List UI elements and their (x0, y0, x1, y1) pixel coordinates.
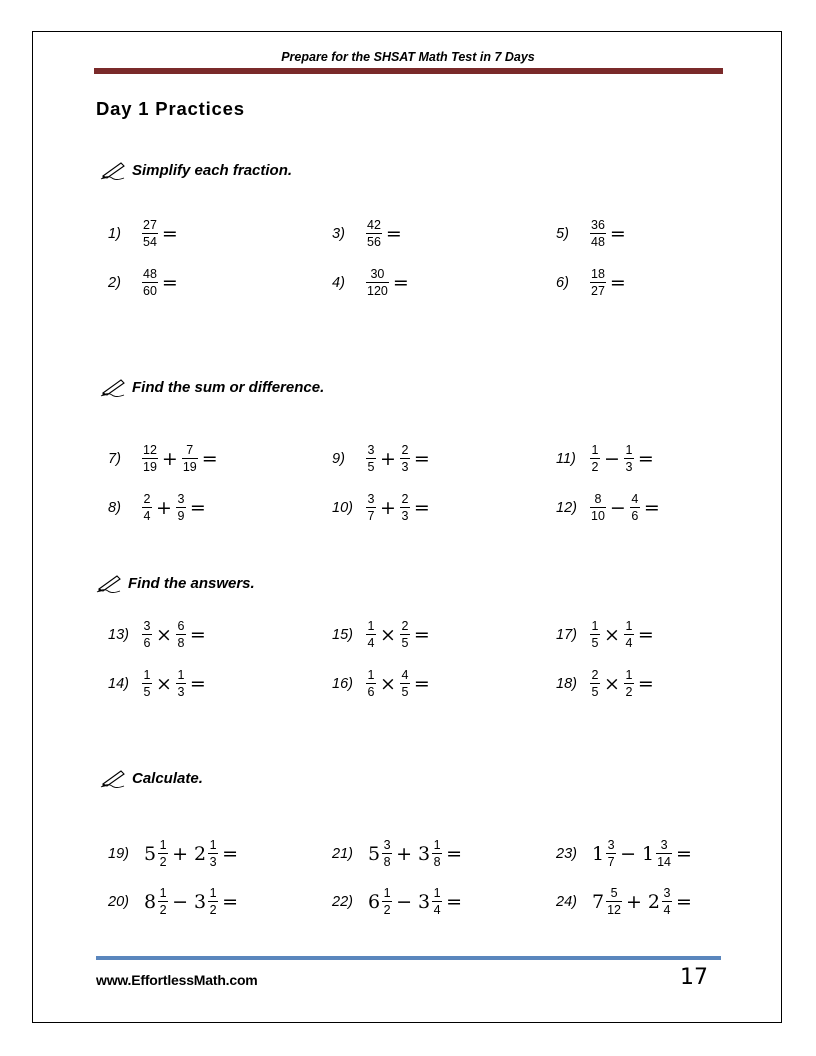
numerator: 1 (433, 838, 441, 852)
numerator: 8 (594, 492, 602, 506)
numerator: 3 (177, 492, 185, 506)
equals-sign: = (413, 447, 430, 470)
fraction-bar (630, 507, 640, 508)
section-title: Simplify each fraction. (132, 161, 293, 179)
numerator: 1 (625, 443, 633, 457)
numerator: 2 (401, 492, 409, 506)
problem (108, 492, 208, 523)
fraction (590, 443, 600, 474)
denominator: 8 (383, 855, 391, 870)
denominator: 8 (177, 636, 185, 651)
fraction (400, 443, 410, 474)
section-header (96, 573, 255, 593)
whole-number: 7 (592, 890, 605, 913)
problem (556, 218, 628, 249)
problem (108, 838, 240, 869)
denominator: 3 (625, 460, 633, 475)
fraction-bar (624, 458, 634, 459)
numerator: 1 (159, 886, 167, 900)
fraction-bar (400, 507, 410, 508)
pencil-icon (100, 768, 126, 788)
fraction-bar (624, 634, 634, 635)
problem-number: 16) (332, 675, 353, 692)
whole-number: 3 (418, 842, 431, 865)
denominator: 12 (607, 903, 621, 918)
fraction (158, 838, 168, 869)
denominator: 6 (143, 636, 151, 651)
problem-number: 4) (332, 274, 345, 291)
problem (556, 668, 656, 699)
problem-number: 3) (332, 225, 345, 242)
denominator: 2 (625, 685, 633, 700)
fraction-bar (142, 683, 152, 684)
numerator: 3 (143, 619, 151, 633)
numerator: 1 (159, 838, 167, 852)
whole-number: 3 (418, 890, 431, 913)
equals-sign: = (413, 496, 430, 519)
fraction (400, 619, 410, 650)
numerator: 1 (591, 619, 599, 633)
equals-sign: = (392, 271, 409, 294)
fraction (176, 492, 186, 523)
numerator: 2 (401, 443, 409, 457)
problem (108, 218, 180, 249)
operator: − (620, 842, 637, 865)
numerator: 3 (383, 838, 391, 852)
problem (108, 267, 180, 298)
denominator: 4 (433, 903, 441, 918)
operator: × (156, 672, 172, 695)
problem-number: 17) (556, 626, 577, 643)
denominator: 6 (367, 685, 375, 700)
fraction (142, 492, 152, 523)
problem (108, 886, 240, 917)
fraction-bar (176, 634, 186, 635)
problem (556, 886, 694, 917)
page-number: 17 (680, 965, 708, 990)
fraction-bar (590, 507, 606, 508)
problem-number: 1) (108, 225, 121, 242)
fraction (382, 838, 392, 869)
equals-sign: = (609, 222, 626, 245)
numerator: 6 (177, 619, 185, 633)
denominator: 19 (182, 460, 197, 475)
denominator: 5 (401, 685, 409, 700)
problem-number: 23) (556, 845, 577, 862)
numerator: 1 (209, 838, 217, 852)
numerator: 1 (625, 619, 633, 633)
denominator: 2 (159, 855, 167, 870)
denominator: 2 (159, 903, 167, 918)
section-title: Find the sum or difference. (132, 378, 325, 396)
denominator: 7 (367, 509, 375, 524)
problem (556, 838, 694, 869)
denominator: 54 (143, 235, 157, 250)
whole-number: 6 (368, 890, 381, 913)
operator: − (172, 890, 189, 913)
fraction (590, 492, 606, 523)
fraction-bar (158, 901, 168, 902)
fraction (662, 886, 672, 917)
numerator: 3 (367, 492, 375, 506)
header-title: Prepare for the SHSAT Math Test in 7 Days (281, 50, 535, 64)
operator: − (396, 890, 413, 913)
fraction (142, 443, 158, 474)
problem-number: 2) (108, 274, 121, 291)
denominator: 3 (401, 460, 409, 475)
whole-number: 5 (144, 842, 157, 865)
numerator: 3 (367, 443, 375, 457)
problem-number: 15) (332, 626, 353, 643)
fraction (400, 668, 410, 699)
operator: × (604, 672, 620, 695)
problem-number: 19) (108, 845, 129, 862)
fraction (142, 267, 158, 298)
problem-number: 20) (108, 893, 129, 910)
fraction (182, 443, 198, 474)
fraction-bar (432, 853, 442, 854)
problem (556, 492, 662, 523)
equals-sign: = (413, 672, 430, 695)
fraction (366, 443, 376, 474)
equals-sign: = (637, 623, 654, 646)
fraction (366, 619, 376, 650)
numerator: 4 (631, 492, 639, 506)
fraction (590, 218, 606, 249)
footer-bar (96, 956, 721, 960)
equals-sign: = (609, 271, 626, 294)
problem-number: 9) (332, 450, 345, 467)
fraction (590, 267, 606, 298)
equals-sign: = (222, 842, 239, 865)
denominator: 27 (591, 284, 605, 299)
equals-sign: = (446, 842, 463, 865)
fraction (142, 619, 152, 650)
equals-sign: = (222, 890, 239, 913)
fraction-bar (382, 853, 392, 854)
problem (332, 218, 404, 249)
section-title: Calculate. (132, 769, 203, 787)
numerator: 1 (367, 668, 375, 682)
problem (108, 443, 220, 474)
fraction (624, 668, 634, 699)
fraction (142, 668, 152, 699)
denominator: 5 (367, 460, 375, 475)
operator: − (604, 447, 620, 470)
section-header (100, 377, 324, 397)
whole-number: 3 (194, 890, 207, 913)
numerator: 1 (177, 668, 185, 682)
fraction-bar (366, 634, 376, 635)
fraction-bar (382, 901, 392, 902)
problem-number: 8) (108, 499, 121, 516)
problem (332, 267, 411, 298)
problem-number: 5) (556, 225, 569, 242)
denominator: 5 (401, 636, 409, 651)
denominator: 60 (143, 284, 157, 299)
numerator: 4 (401, 668, 409, 682)
fraction-bar (142, 233, 158, 234)
denominator: 5 (143, 685, 151, 700)
numerator: 18 (591, 267, 605, 281)
fraction-bar (182, 458, 198, 459)
whole-number: 8 (144, 890, 157, 913)
fraction (208, 838, 218, 869)
operator: + (172, 842, 189, 865)
operator: × (380, 672, 396, 695)
fraction-bar (432, 901, 442, 902)
fraction (366, 492, 376, 523)
problem (332, 886, 464, 917)
numerator: 3 (607, 838, 615, 852)
denominator: 3 (177, 685, 185, 700)
equals-sign: = (643, 496, 660, 519)
numerator: 1 (433, 886, 441, 900)
fraction-bar (590, 634, 600, 635)
equals-sign: = (446, 890, 463, 913)
numerator: 2 (401, 619, 409, 633)
fraction (366, 267, 389, 298)
problem-number: 6) (556, 274, 569, 291)
denominator: 19 (143, 460, 157, 475)
problem-number: 24) (556, 893, 577, 910)
fraction-bar (656, 853, 672, 854)
problem-number: 21) (332, 845, 353, 862)
fraction-bar (142, 634, 152, 635)
equals-sign: = (676, 890, 692, 913)
numerator: 5 (610, 886, 618, 900)
numerator: 2 (143, 492, 151, 506)
fraction-bar (176, 507, 186, 508)
pencil-icon (100, 160, 126, 180)
numerator: 3 (660, 838, 668, 852)
fraction-bar (590, 233, 606, 234)
problem (332, 668, 432, 699)
fraction (590, 668, 600, 699)
fraction-bar (590, 458, 600, 459)
numerator: 1 (143, 668, 151, 682)
equals-sign: = (161, 222, 178, 245)
fraction-bar (366, 458, 376, 459)
pencil-icon (100, 377, 126, 397)
equals-sign: = (385, 222, 402, 245)
fraction-bar (366, 507, 376, 508)
fraction-bar (400, 458, 410, 459)
equals-sign: = (637, 672, 654, 695)
problem-number: 13) (108, 626, 129, 643)
equals-sign: = (161, 271, 178, 294)
numerator: 27 (143, 218, 157, 232)
pencil-icon (96, 573, 122, 593)
problem (332, 838, 464, 869)
problem (108, 668, 208, 699)
problem-number: 22) (332, 893, 353, 910)
fraction (142, 218, 158, 249)
fraction-bar (142, 458, 158, 459)
numerator: 2 (591, 668, 599, 682)
denominator: 2 (383, 903, 391, 918)
denominator: 48 (591, 235, 605, 250)
problem (556, 267, 628, 298)
numerator: 1 (367, 619, 375, 633)
problem (108, 619, 208, 650)
fraction (176, 668, 186, 699)
fraction-bar (606, 901, 622, 902)
operator: − (609, 496, 626, 519)
fraction-bar (208, 901, 218, 902)
equals-sign: = (676, 842, 692, 865)
fraction-bar (400, 683, 410, 684)
numerator: 48 (143, 267, 157, 281)
fraction-bar (590, 282, 606, 283)
denominator: 5 (591, 685, 599, 700)
fraction-bar (366, 683, 376, 684)
denominator: 6 (631, 509, 639, 524)
equals-sign: = (189, 672, 206, 695)
denominator: 8 (433, 855, 441, 870)
problem-number: 11) (556, 450, 576, 467)
denominator: 4 (663, 903, 671, 918)
fraction-bar (366, 282, 389, 283)
problem-number: 12) (556, 499, 577, 516)
numerator: 1 (591, 443, 599, 457)
fraction (624, 619, 634, 650)
fraction (382, 886, 392, 917)
fraction (366, 668, 376, 699)
denominator: 14 (657, 855, 672, 870)
denominator: 4 (625, 636, 633, 651)
denominator: 5 (591, 636, 599, 651)
fraction-bar (590, 683, 600, 684)
fraction-bar (662, 901, 672, 902)
denominator: 3 (401, 509, 409, 524)
operator: + (626, 890, 642, 913)
fraction (366, 218, 382, 249)
numerator: 36 (591, 218, 605, 232)
operator: + (396, 842, 413, 865)
section-title: Find the answers. (128, 574, 255, 592)
operator: + (380, 447, 396, 470)
problem (332, 619, 432, 650)
problem (332, 443, 432, 474)
operator: + (156, 496, 172, 519)
numerator: 1 (209, 886, 217, 900)
denominator: 3 (209, 855, 217, 870)
numerator: 1 (625, 668, 633, 682)
equals-sign: = (189, 496, 206, 519)
fraction (590, 619, 600, 650)
denominator: 10 (591, 509, 605, 524)
numerator: 12 (143, 443, 157, 457)
operator: + (380, 496, 396, 519)
operator: × (604, 623, 620, 646)
numerator: 1 (383, 886, 391, 900)
fraction-bar (606, 853, 616, 854)
fraction (606, 886, 622, 917)
denominator: 7 (607, 855, 615, 870)
whole-number: 1 (642, 842, 655, 865)
numerator: 42 (367, 218, 381, 232)
fraction (656, 838, 672, 869)
equals-sign: = (637, 447, 654, 470)
fraction-bar (176, 683, 186, 684)
denominator: 4 (367, 636, 375, 651)
numerator: 30 (370, 267, 385, 281)
equals-sign: = (189, 623, 206, 646)
denominator: 120 (367, 284, 388, 299)
fraction (630, 492, 640, 523)
fraction (432, 886, 442, 917)
problem-number: 10) (332, 499, 353, 516)
problem (556, 619, 656, 650)
fraction (176, 619, 186, 650)
footer-website[interactable]: www.EffortlessMath.com (96, 972, 258, 988)
whole-number: 5 (368, 842, 381, 865)
denominator: 2 (209, 903, 217, 918)
whole-number: 1 (592, 842, 605, 865)
denominator: 4 (143, 509, 151, 524)
fraction-bar (158, 853, 168, 854)
fraction-bar (142, 507, 152, 508)
numerator: 3 (663, 886, 671, 900)
fraction (158, 886, 168, 917)
problem-number: 14) (108, 675, 129, 692)
denominator: 9 (177, 509, 185, 524)
fraction (624, 443, 634, 474)
denominator: 2 (591, 460, 599, 475)
equals-sign: = (201, 447, 218, 470)
fraction-bar (624, 683, 634, 684)
fraction-bar (366, 233, 382, 234)
numerator: 7 (186, 443, 194, 457)
fraction (432, 838, 442, 869)
section-header (100, 768, 203, 788)
fraction-bar (400, 634, 410, 635)
problem-number: 18) (556, 675, 577, 692)
fraction (400, 492, 410, 523)
section-header (100, 160, 292, 180)
problem (332, 492, 432, 523)
whole-number: 2 (647, 890, 661, 913)
fraction-bar (208, 853, 218, 854)
header-bar (94, 68, 723, 74)
equals-sign: = (413, 623, 430, 646)
operator: × (156, 623, 172, 646)
operator: + (161, 447, 178, 470)
fraction-bar (142, 282, 158, 283)
denominator: 56 (367, 235, 381, 250)
operator: × (380, 623, 396, 646)
day-title: Day 1 Practices (96, 98, 245, 119)
problem-number: 7) (108, 450, 121, 467)
problem (556, 443, 656, 474)
whole-number: 2 (194, 842, 207, 865)
fraction (606, 838, 616, 869)
fraction (208, 886, 218, 917)
